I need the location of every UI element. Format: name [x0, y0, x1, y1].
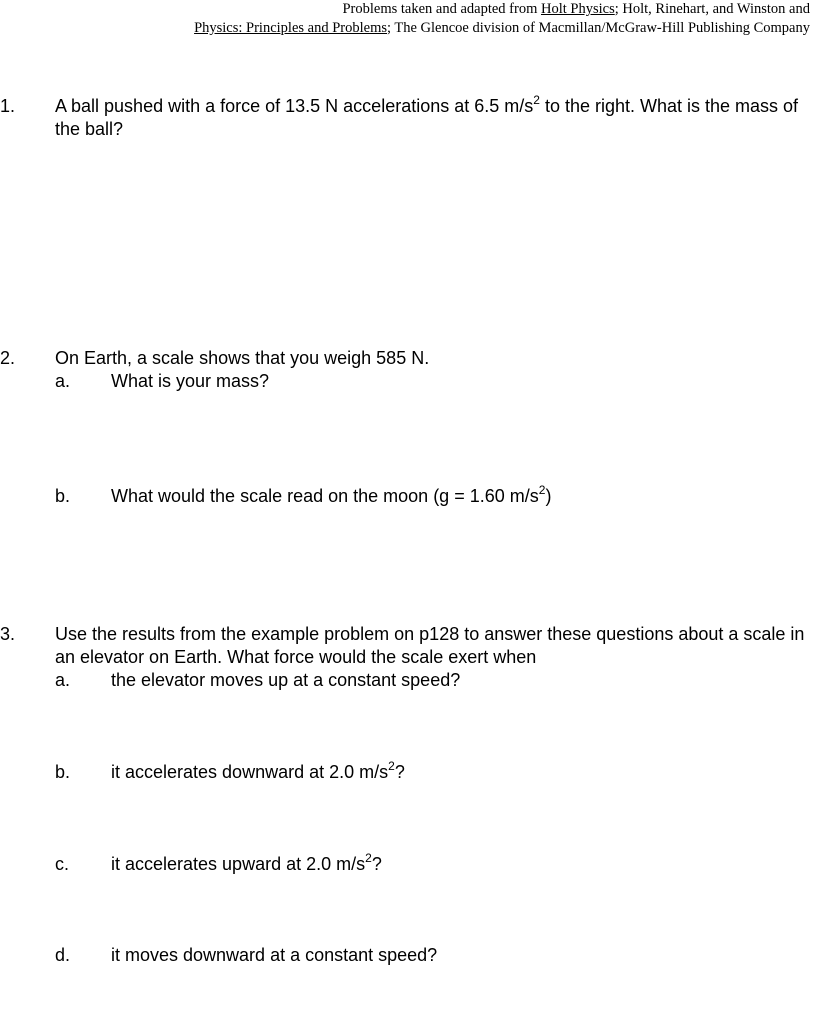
question-number: 1.: [0, 96, 16, 116]
part-letter: b.: [55, 486, 71, 506]
question-3: [0, 623, 816, 983]
holt-physics-reference: Holt Physics: [541, 1, 615, 17]
part-text: What is your mass?: [111, 371, 270, 391]
part-letter: a.: [55, 670, 71, 690]
part-letter: c.: [55, 854, 70, 874]
part-text: it accelerates downward at 2.0 $m/s^2$?: [111, 759, 405, 782]
question-text: A ball pushed with a force of 13.5 N accelerations at 6.5 $m/s^2$ to the right. What is the mass of the ball?: [55, 93, 799, 139]
part-letter: b.: [55, 762, 71, 782]
part-text: it accelerates upward at 2.0 $m/s^2$?: [111, 851, 382, 874]
part-text: it moves downward at a constant speed?: [111, 945, 438, 965]
question-2: [0, 347, 816, 517]
question-text: On Earth, a scale shows that you weigh 585 N.: [55, 348, 430, 368]
page-header: [194, 0, 810, 38]
question-text: Use the results from the example problem on p128 to answer these questions about a scale in an elevator on Earth. What force would the scale exert when: [55, 624, 805, 667]
question-1: [0, 95, 816, 145]
header-line-2: Physics: Principles and Problems; The Glencoe division of Macmillan/McGraw-Hill Publishing Company: [194, 20, 810, 36]
principles-problems-reference: Physics: Principles and Problems: [194, 20, 387, 36]
header-line-1: Problems taken and adapted from Holt Physics; Holt, Rinehart, and Winston and: [342, 1, 810, 17]
part-text: What would the scale read on the moon (g = 1.60 $m/s^2$): [111, 483, 552, 506]
question-number: 2.: [0, 348, 16, 368]
part-text: the elevator moves up at a constant speed?: [111, 670, 461, 690]
question-number: 3.: [0, 624, 16, 644]
part-letter: a.: [55, 371, 71, 391]
part-letter: d.: [55, 945, 71, 965]
